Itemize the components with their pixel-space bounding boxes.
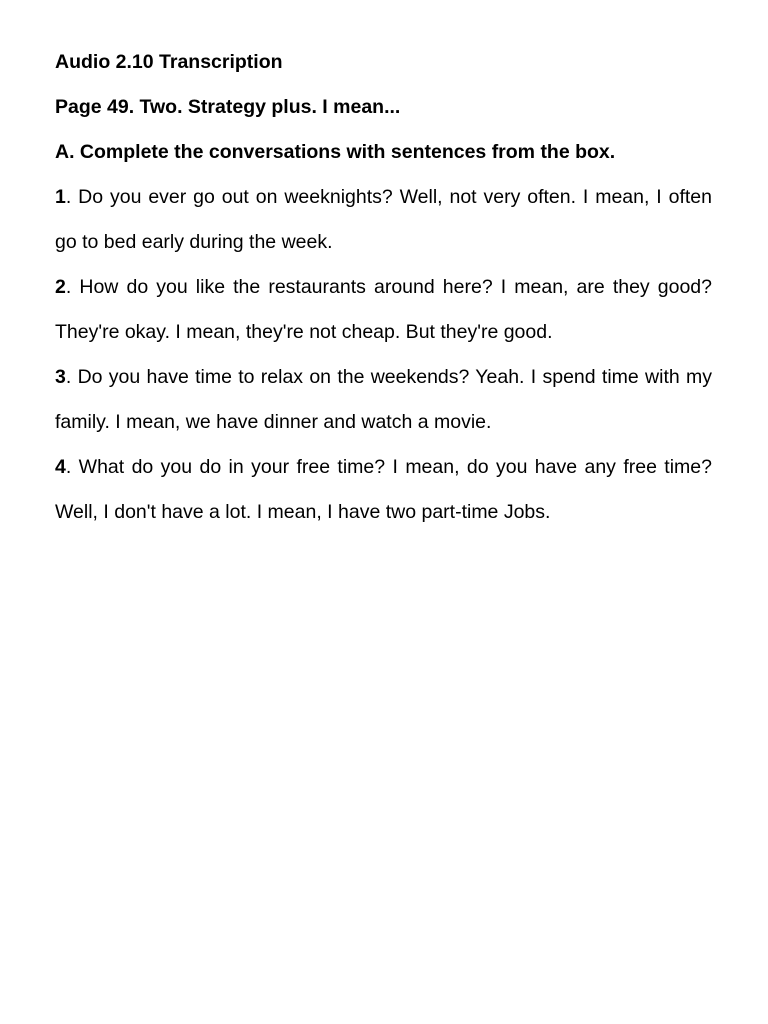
exercise-instruction: A. Complete the conversations with sentences from the box. bbox=[55, 141, 616, 163]
item-text: . Do you ever go out on weeknights? Well, not very often. I mean, I often go to bed early during the week. bbox=[55, 186, 712, 253]
document-title: Audio 2.10 Transcription bbox=[55, 51, 283, 73]
conversation-item-2 bbox=[55, 265, 712, 355]
item-number: 4 bbox=[55, 456, 66, 478]
item-number: 3 bbox=[55, 366, 66, 388]
conversation-item-1 bbox=[55, 175, 712, 265]
item-text: . What do you do in your free time? I mean, do you have any free time? Well, I don't have a lot. I mean, I have two part-time Jobs. bbox=[55, 456, 712, 523]
item-text: . How do you like the restaurants around here? I mean, are they good? They're okay. I mean, they're not cheap. But they're good. bbox=[55, 276, 712, 343]
document-subtitle: Page 49. Two. Strategy plus. I mean... bbox=[55, 96, 401, 118]
conversation-item-3 bbox=[55, 355, 712, 445]
item-text: . Do you have time to relax on the weekends? Yeah. I spend time with my family. I mean, we have dinner and watch a movie. bbox=[55, 366, 712, 433]
conversation-item-4 bbox=[55, 445, 712, 535]
item-number: 2 bbox=[55, 276, 66, 298]
document-page bbox=[55, 48, 712, 535]
item-number: 1 bbox=[55, 186, 66, 208]
